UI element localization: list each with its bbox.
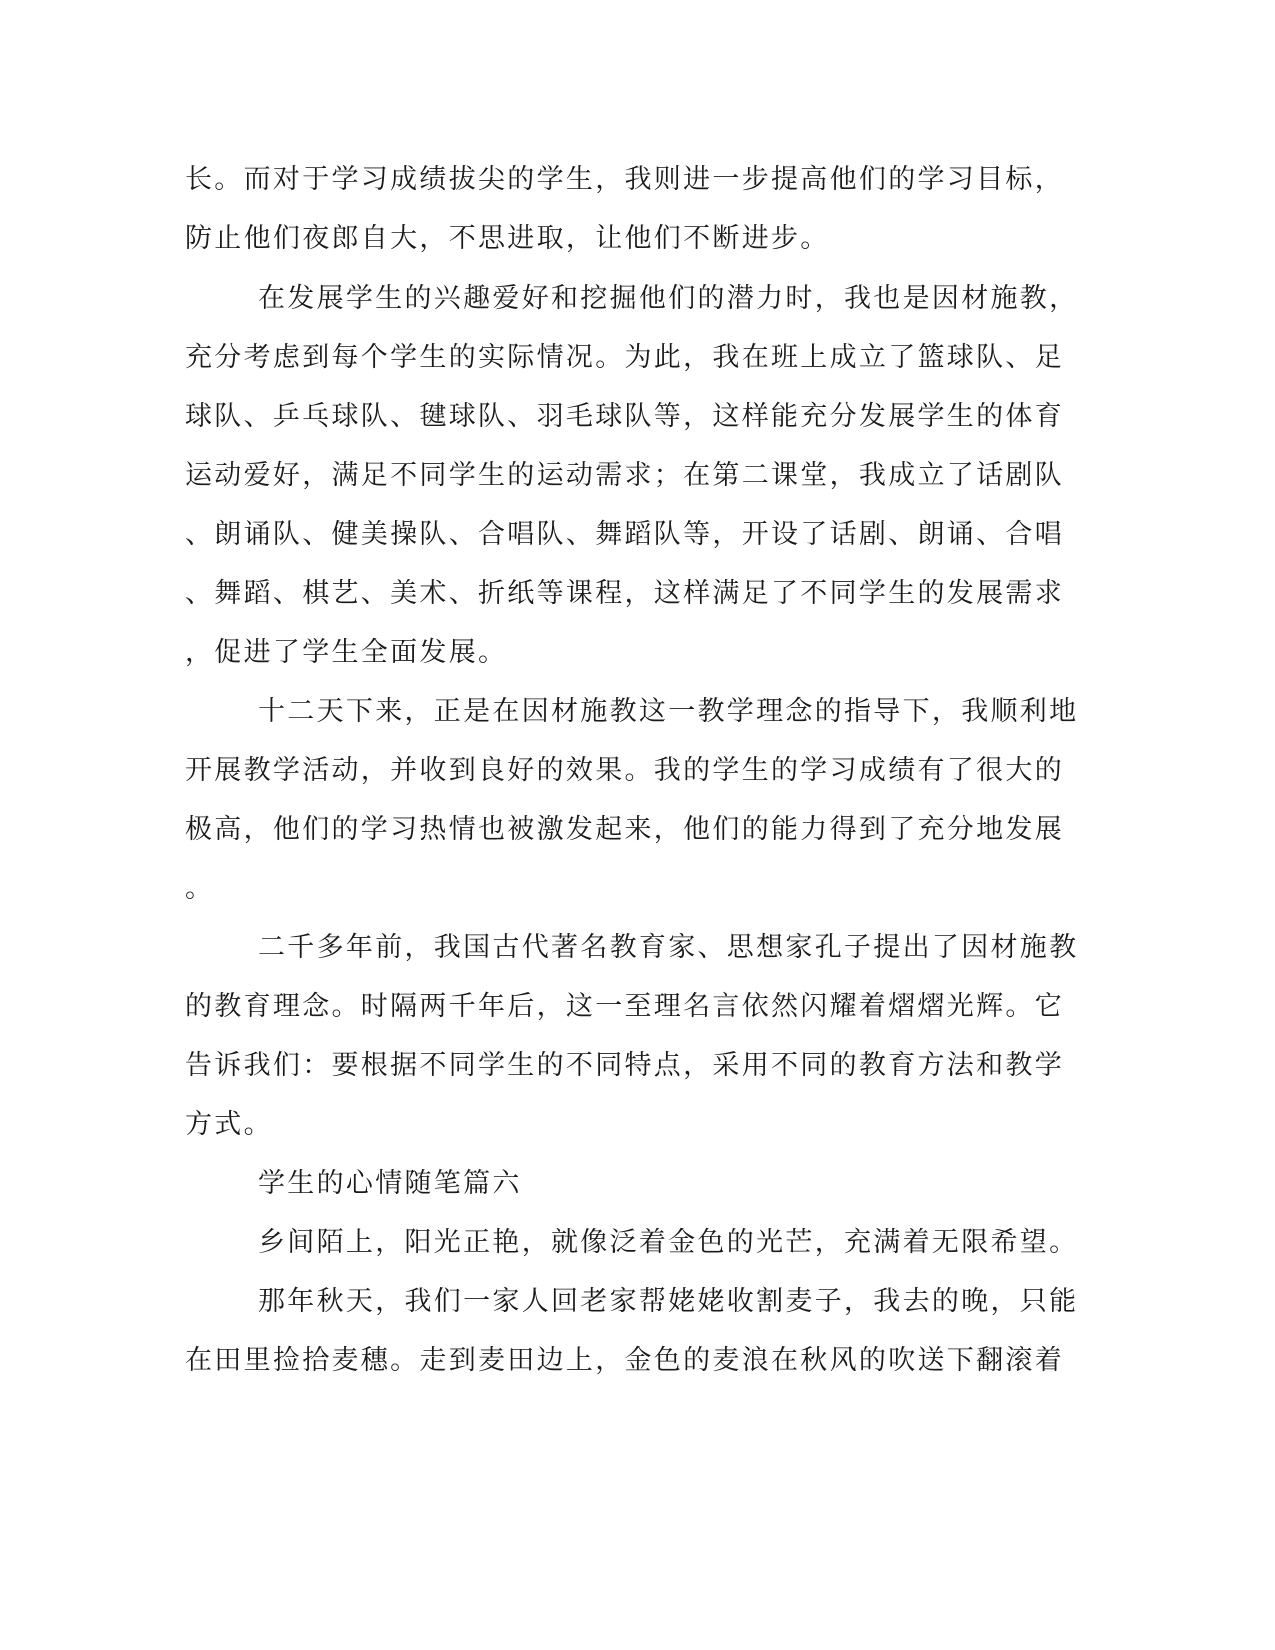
text-line: 方式。: [185, 1109, 273, 1140]
text-line: 长。而对于学习成绩拔尖的学生，我则进一步提高他们的学习目标，: [185, 164, 1064, 195]
text-line: 防止他们夜郎自大，不思进取，让他们不断进步。: [185, 223, 830, 254]
text-line: 告诉我们：要根据不同学生的不同特点，采用不同的教育方法和教学: [185, 1050, 1064, 1081]
text-line: 运动爱好，满足不同学生的运动需求；在第二课堂，我成立了话剧队: [185, 460, 1064, 491]
text-line: 、舞蹈、棋艺、美术、折纸等课程，这样满足了不同学生的发展需求: [185, 578, 1064, 609]
text-line: 球队、乒乓球队、毽球队、羽毛球队等，这样能充分发展学生的体育: [185, 401, 1064, 432]
text-line: 。: [185, 873, 215, 904]
text-line: 充分考虑到每个学生的实际情况。为此，我在班上成立了篮球队、足: [185, 342, 1064, 373]
text-line: 的教育理念。时隔两千年后，这一至理名言依然闪耀着熠熠光辉。它: [185, 991, 1064, 1022]
paragraph-first-line: 十二天下来，正是在因材施教这一教学理念的指导下，我顺利地: [258, 696, 1079, 727]
paragraph-first-line: 那年秋天，我们一家人回老家帮姥姥收割麦子，我去的晚，只能: [258, 1286, 1079, 1317]
paragraph-first-line: 在发展学生的兴趣爱好和挖掘他们的潜力时，我也是因材施教，: [258, 283, 1079, 314]
paragraph-first-line: 二千多年前，我国古代著名教育家、思想家孔子提出了因材施教: [258, 932, 1079, 963]
text-line: 在田里捡拾麦穗。走到麦田边上，金色的麦浪在秋风的吹送下翻滚着: [185, 1345, 1064, 1376]
paragraph-first-line: 乡间陌上，阳光正艳，就像泛着金色的光芒，充满着无限希望。: [258, 1227, 1079, 1258]
section-heading: 学生的心情随笔篇六: [258, 1168, 522, 1199]
text-line: 极高，他们的学习热情也被激发起来，他们的能力得到了充分地发展: [185, 814, 1064, 845]
text-line: 开展教学活动，并收到良好的效果。我的学生的学习成绩有了很大的: [185, 755, 1064, 786]
text-line: 、朗诵队、健美操队、合唱队、舞蹈队等，开设了话剧、朗诵、合唱: [185, 519, 1064, 550]
text-line: ，促进了学生全面发展。: [185, 637, 508, 668]
